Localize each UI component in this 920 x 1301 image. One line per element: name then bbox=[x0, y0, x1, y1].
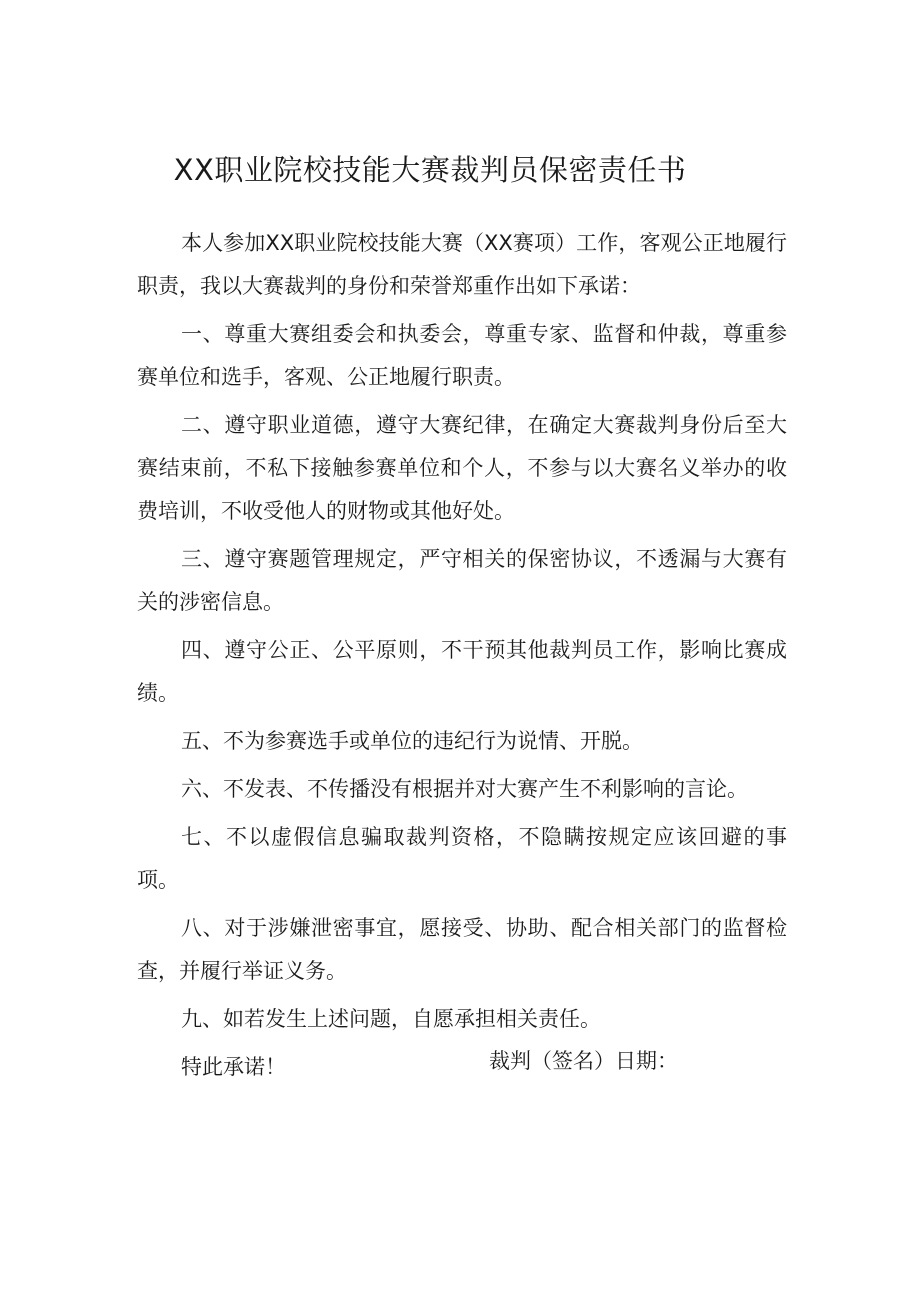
clause-6: 六、不发表、不传播没有根据并对大赛产生不利影响的言论。 bbox=[181, 777, 748, 801]
signature-line: 裁判（签名）日期： bbox=[489, 1049, 678, 1073]
intro-paragraph: 本人参加XX职业院校技能大赛（XX赛项）工作，客观公正地履行职责，我以大赛裁判的身份和荣誉郑重作出如下承诺： bbox=[137, 231, 787, 298]
closing-statement: 特此承诺！ bbox=[181, 1055, 286, 1079]
clause-8: 八、对于涉嫌泄密事宜，愿接受、协助、配合相关部门的监督检查，并履行举证义务。 bbox=[137, 916, 787, 983]
document-body bbox=[137, 222, 787, 1094]
clause-7: 七、不以虚假信息骗取裁判资格，不隐瞒按规定应该回避的事项。 bbox=[137, 825, 787, 892]
clause-3: 三、遵守赛题管理规定，严守相关的保密协议，不透漏与大赛有关的涉密信息。 bbox=[137, 547, 787, 614]
clause-2: 二、遵守职业道德，遵守大赛纪律，在确定大赛裁判身份后至大赛结束前，不私下接触参赛单位和个人，不参与以大赛名义举办的收费培训，不收受他人的财物或其他好处。 bbox=[137, 413, 787, 523]
clause-9: 九、如若发生上述问题，自愿承担相关责任。 bbox=[181, 1007, 601, 1031]
document-title: XX职业院校技能大赛裁判员保密责任书 bbox=[173, 153, 687, 187]
clause-5: 五、不为参赛选手或单位的违纪行为说情、开脱。 bbox=[181, 729, 643, 753]
clause-4: 四、遵守公正、公平原则，不干预其他裁判员工作，影响比赛成绩。 bbox=[137, 638, 787, 705]
clause-1: 一、尊重大赛组委会和执委会，尊重专家、监督和仲裁，尊重参赛单位和选手，客观、公正地履行职责。 bbox=[137, 322, 787, 389]
